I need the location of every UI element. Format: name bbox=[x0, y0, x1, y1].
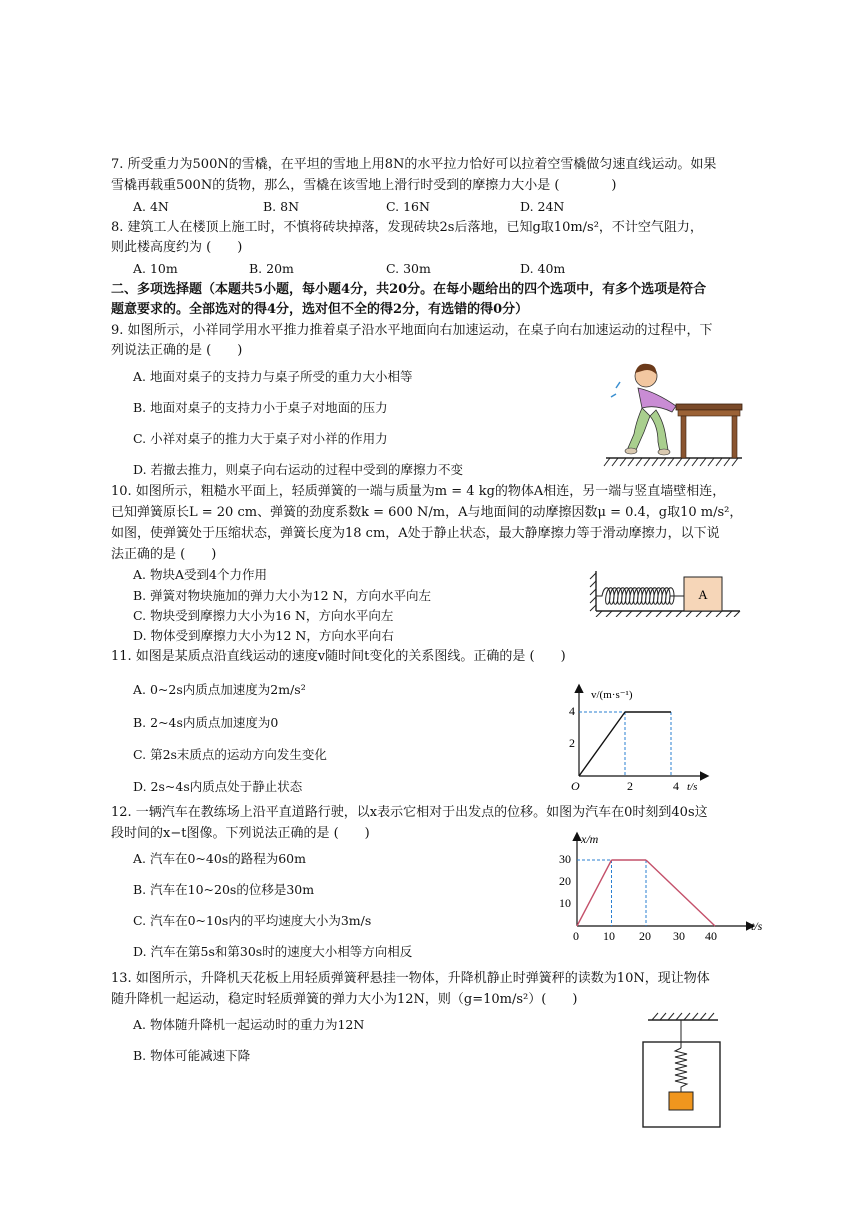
q7-stem-line1: 7. 所受重力为500N的雪橇，在平坦的雪地上用8N的水平拉力恰好可以拉着空雪橇做匀速直线运动。如果 bbox=[111, 157, 717, 172]
q12-option-a: A. 汽车在0~40s的路程为60m bbox=[133, 851, 306, 866]
q12-option-c: C. 汽车在0~10s内的平均速度大小为3m/s bbox=[133, 913, 372, 928]
q7-stem-line2: 雪橇再载重500N的货物，那么，雪橇在该雪地上滑行时受到的摩擦力大小是 ( ) bbox=[111, 178, 617, 193]
q13-figure-elevator-spring bbox=[640, 1010, 726, 1130]
vt-x-axis-label: t/s bbox=[687, 781, 698, 793]
q8-stem-line1: 8. 建筑工人在楼顶上施工时，不慎将砖块掉落，发现砖块2s后落地，已知g取10m/s²，不计空气阻力， bbox=[111, 220, 703, 235]
series-segment-0 bbox=[579, 712, 625, 776]
xt-y-tick-30: 30 bbox=[559, 852, 571, 866]
vt-y-axis-label: v/(m·s⁻¹) bbox=[591, 689, 633, 701]
xt-x-axis-label: t/s bbox=[751, 919, 763, 933]
q11-option-a: A. 0~2s内质点加速度为2m/s² bbox=[133, 682, 306, 697]
q12-option-b: B. 汽车在10~20s的位移是30m bbox=[133, 882, 315, 897]
q10-stem-line1: 10. 如图所示，粗糙水平面上，轻质弹簧的一端与质量为m = 4 kg的物体A相连，另一端与竖直墙壁相连， bbox=[111, 484, 726, 499]
xt-x-tick-0: 0 bbox=[573, 929, 579, 942]
q9-stem-line2: 列说法正确的是 ( ) bbox=[111, 343, 243, 358]
xt-y-tick-20: 20 bbox=[559, 874, 571, 888]
q12-option-d: D. 汽车在第5s和第30s时的速度大小相等方向相反 bbox=[133, 944, 413, 959]
xt-y-axis-label: x/m bbox=[581, 832, 599, 846]
xt-x-tick-20: 20 bbox=[639, 929, 651, 942]
q13-stem-line2: 随升降机一起运动，稳定时轻质弹簧的弹力大小为12N，则（g=10m/s²）( ) bbox=[111, 992, 578, 1007]
vt-x-tick-2: 2 bbox=[627, 779, 633, 793]
q10-figure-spring-block bbox=[588, 565, 748, 617]
q11-vt-chart bbox=[565, 680, 725, 798]
q10-stem-line3: 如图，使弹簧处于压缩状态，弹簧长度为18 cm，A处于静止状态，最大静摩擦力等于滑动摩擦力，以下说 bbox=[111, 526, 720, 541]
q9-option-c: C. 小祥对桌子的推力大于桌子对小祥的作用力 bbox=[133, 431, 388, 446]
q7-option-a: A. 4N bbox=[133, 199, 169, 214]
q8-stem-line2: 则此楼高度约为 ( ) bbox=[111, 240, 243, 255]
vt-origin-label: O bbox=[571, 779, 580, 793]
vt-x-tick-4: 4 bbox=[673, 779, 679, 793]
q11-stem-line1: 11. 如图是某质点沿直线运动的速度v随时间t变化的关系图线。正确的是 ( ) bbox=[111, 649, 566, 664]
q8-option-c: C. 30m bbox=[386, 261, 431, 276]
xt-x-tick-30: 30 bbox=[673, 929, 685, 942]
q7-option-c: C. 16N bbox=[386, 199, 430, 214]
q8-option-a: A. 10m bbox=[133, 261, 178, 276]
q7-option-d: D. 24N bbox=[520, 199, 565, 214]
q10-stem-line2: 已知弹簧原长L = 20 cm、弹簧的劲度系数k = 600 N/m，A与地面间的动摩擦因数μ = 0.4，g取10 m/s²， bbox=[111, 505, 743, 520]
q10-option-a: A. 物块A受到4个力作用 bbox=[133, 567, 267, 582]
q9-option-d: D. 若撤去推力，则桌子向右运动的过程中受到的摩擦力不变 bbox=[133, 462, 464, 477]
q12-stem-line1: 12. 一辆汽车在教练场上沿平直道路行驶，以x表示它相对于出发点的位移。如图为汽车在0时刻到40s这 bbox=[111, 805, 708, 820]
vt-y-tick-4: 4 bbox=[569, 704, 575, 718]
block-a-label: A bbox=[698, 587, 708, 602]
series-segment-2 bbox=[646, 860, 715, 926]
q13-option-a: A. 物体随升降机一起运动时的重力为12N bbox=[133, 1017, 365, 1032]
series-segment-0 bbox=[577, 860, 612, 926]
vt-y-tick-2: 2 bbox=[569, 736, 575, 750]
xt-x-tick-40: 40 bbox=[705, 929, 717, 942]
q8-option-d: D. 40m bbox=[520, 261, 566, 276]
q10-stem-line4: 法正确的是 ( ) bbox=[111, 547, 217, 562]
q11-option-d: D. 2s~4s内质点处于静止状态 bbox=[133, 779, 303, 794]
q8-option-b: B. 20m bbox=[249, 261, 294, 276]
xt-x-tick-10: 10 bbox=[603, 929, 615, 942]
q10-option-d: D. 物体受到摩擦力大小为12 N，方向水平向右 bbox=[133, 628, 394, 643]
xt-y-tick-10: 10 bbox=[559, 896, 571, 910]
q9-option-b: B. 地面对桌子的支持力小于桌子对地面的压力 bbox=[133, 400, 388, 415]
q10-option-b: B. 弹簧对物块施加的弹力大小为12 N，方向水平向左 bbox=[133, 588, 431, 603]
section2-heading-line2: 题意要求的。全部选对的得4分，选对但不全的得2分，有选错的得0分） bbox=[111, 302, 529, 317]
q11-option-c: C. 第2s末质点的运动方向发生变化 bbox=[133, 747, 327, 762]
q10-option-c: C. 物块受到摩擦力大小为16 N，方向水平向左 bbox=[133, 608, 394, 623]
q7-option-b: B. 8N bbox=[263, 199, 300, 214]
section2-heading-line1: 二、多项选择题（本题共5小题，每小题4分，共20分。在每小题给出的四个选项中，有多个选项是符合 bbox=[111, 282, 707, 297]
q9-figure-boy-pushing-table bbox=[598, 360, 748, 470]
q13-option-b: B. 物体可能减速下降 bbox=[133, 1048, 251, 1063]
q12-xt-chart bbox=[555, 830, 770, 942]
q11-option-b: B. 2~4s内质点加速度为0 bbox=[133, 715, 279, 730]
q9-stem-line1: 9. 如图所示，小祥同学用水平推力推着桌子沿水平地面向右加速运动，在桌子向右加速运动的过程中，下 bbox=[111, 323, 713, 338]
q9-option-a: A. 地面对桌子的支持力与桌子所受的重力大小相等 bbox=[133, 369, 413, 384]
q12-stem-line2: 段时间的x−t图像。下列说法正确的是 ( ) bbox=[111, 826, 370, 841]
q13-stem-line1: 13. 如图所示，升降机天花板上用轻质弹簧秤悬挂一物体，升降机静止时弹簧秤的读数为10N，现让物体 bbox=[111, 971, 710, 986]
